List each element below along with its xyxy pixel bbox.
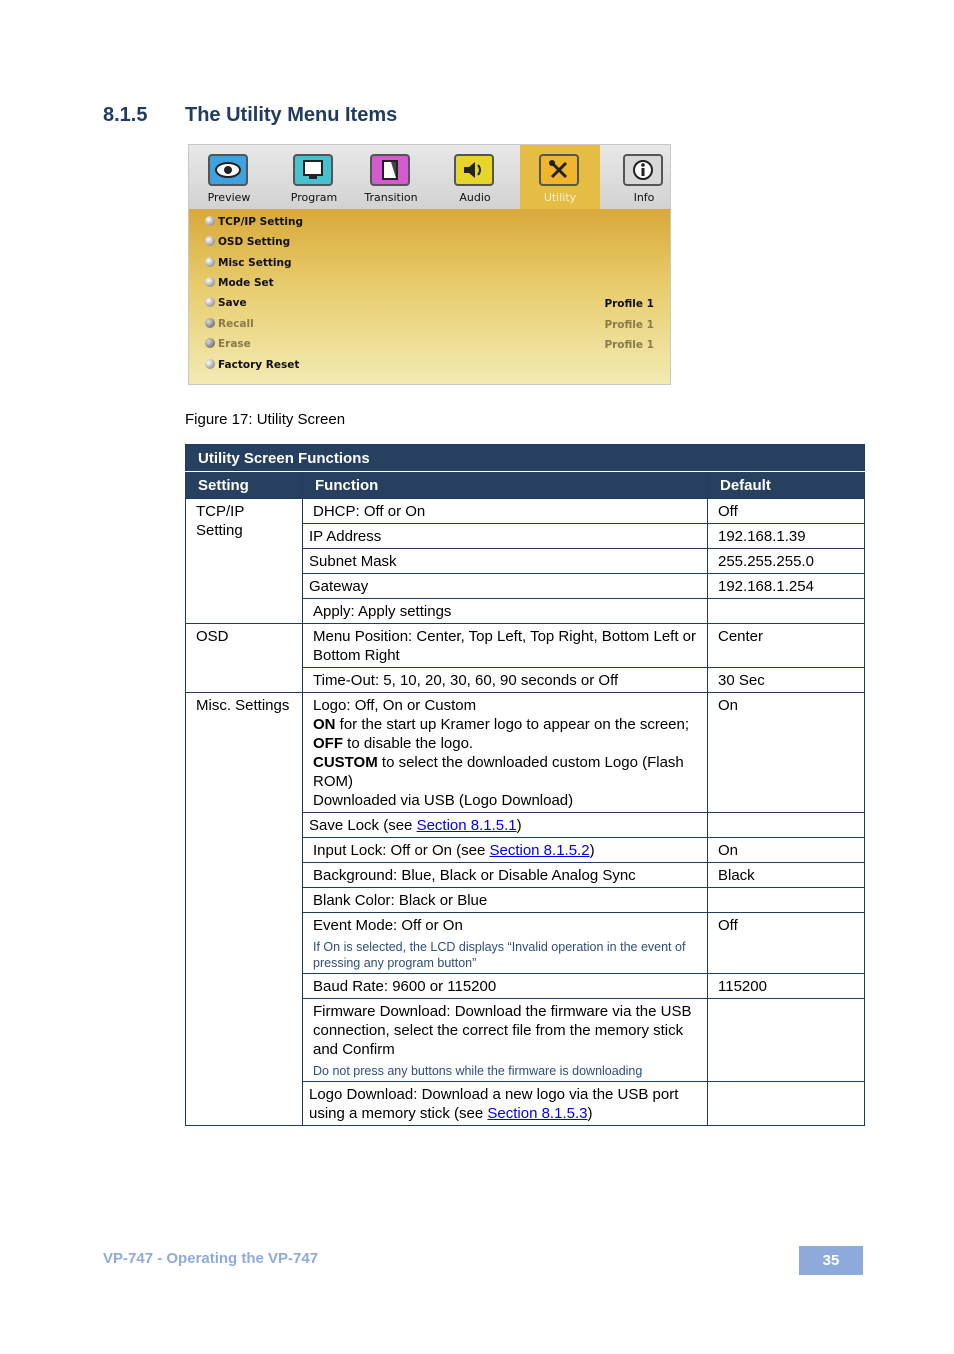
utility-functions-table [185, 444, 865, 1126]
table-row [186, 624, 865, 668]
menu-item-osd[interactable]: OSD Setting [205, 236, 290, 252]
bullet-icon [205, 216, 215, 226]
tools-icon [539, 154, 579, 186]
function-cell: Subnet Mask [303, 549, 708, 574]
menu-item-factory-reset[interactable]: Factory Reset [205, 359, 299, 375]
default-cell [708, 813, 865, 838]
menu-item-misc[interactable]: Misc Setting [205, 257, 292, 273]
transition-icon [370, 154, 410, 186]
section-heading [103, 104, 397, 127]
default-cell: 255.255.255.0 [708, 549, 865, 574]
utility-menu-pane [189, 209, 670, 385]
menu-tab-program[interactable] [274, 145, 354, 209]
function-cell: Menu Position: Center, Top Left, Top Right, Bottom Left or Bottom Right [303, 624, 708, 668]
menu-tab-utility[interactable] [520, 145, 600, 209]
menu-item-tcpip[interactable]: TCP/IP Setting [205, 216, 303, 232]
footer-title: VP-747 - Operating the VP-747 [103, 1250, 319, 1267]
header-setting: Setting [186, 472, 303, 499]
function-cell: Time-Out: 5, 10, 20, 30, 60, 90 seconds or Off [303, 668, 708, 693]
firmware-note: Do not press any buttons while the firmware is downloading [313, 1064, 643, 1078]
default-cell [708, 599, 865, 624]
menu-tab-info[interactable] [604, 145, 671, 209]
header-function: Function [303, 472, 708, 499]
setting-cell: OSD [186, 624, 303, 693]
header-default: Default [708, 472, 865, 499]
function-cell: Logo Download: Download a new logo via the USB port using a memory stick (see Section 8.1.5.3) [303, 1082, 708, 1126]
function-cell: Firmware Download: Download the firmware via the USB connection, select the correct file from the memory stick and Confirm Do not press any buttons while the firmware is downloading [303, 999, 708, 1082]
default-cell [708, 999, 865, 1082]
recall-profile-value[interactable]: Profile 1 [604, 319, 654, 331]
section-link[interactable]: Section 8.1.5.1 [416, 817, 517, 834]
menu-tab-label: Program [290, 191, 338, 204]
section-number: 8.1.5 [103, 104, 148, 126]
logo-line: Logo: Off, On or Custom [313, 697, 477, 714]
function-cell: Background: Blue, Black or Disable Analog Sync [303, 863, 708, 888]
menu-item-mode-set[interactable]: Mode Set [205, 277, 274, 293]
function-cell: DHCP: Off or On [303, 499, 708, 524]
default-cell: On [708, 838, 865, 863]
default-cell: Center [708, 624, 865, 668]
function-cell: IP Address [303, 524, 708, 549]
default-cell: Off [708, 499, 865, 524]
function-cell: Baud Rate: 9600 or 115200 [303, 974, 708, 999]
section-link[interactable]: Section 8.1.5.2 [489, 842, 590, 859]
bullet-icon [205, 257, 215, 267]
table-title: Utility Screen Functions [186, 445, 865, 472]
setting-cell: Misc. Settings [186, 693, 303, 1126]
function-cell: Apply: Apply settings [303, 599, 708, 624]
figure-caption: Figure 17: Utility Screen [185, 411, 346, 428]
bullet-icon [205, 318, 215, 328]
utility-screen-figure [188, 144, 671, 385]
bullet-icon [205, 236, 215, 246]
default-cell [708, 1082, 865, 1126]
info-icon [623, 154, 663, 186]
menu-tab-label: Utility [543, 191, 577, 204]
default-cell: Black [708, 863, 865, 888]
menu-tab-label: Info [633, 191, 655, 204]
default-cell: 115200 [708, 974, 865, 999]
menu-tab-label: Preview [207, 191, 251, 204]
default-cell [708, 888, 865, 913]
event-note: If On is selected, the LCD displays “Invalid operation in the event of pressing any program button” [313, 940, 686, 970]
function-cell: Event Mode: Off or On If On is selected, the LCD displays “Invalid operation in the event of pressing any program button” [303, 913, 708, 974]
bullet-icon [205, 338, 215, 348]
table-row [186, 499, 865, 524]
eye-icon [208, 154, 248, 186]
menu-tab-transition[interactable] [351, 145, 431, 209]
default-cell: Off [708, 913, 865, 974]
monitor-icon [293, 154, 333, 186]
function-cell: Blank Color: Black or Blue [303, 888, 708, 913]
bullet-icon [205, 277, 215, 287]
menu-tab-preview[interactable] [189, 145, 269, 209]
save-profile-value[interactable]: Profile 1 [604, 298, 654, 310]
table-row [186, 693, 865, 813]
section-title: The Utility Menu Items [185, 104, 398, 126]
erase-profile-value[interactable]: Profile 1 [604, 339, 654, 351]
function-cell: Logo: Off, On or Custom ON for the start up Kramer logo to appear on the screen; OFF to disable the logo. CUSTOM to select the downloaded custom Logo (Flash ROM) Downloaded via USB (Logo Download) [303, 693, 708, 813]
menu-tab-label: Audio [459, 191, 491, 204]
menu-tab-audio[interactable] [435, 145, 515, 209]
bullet-icon [205, 359, 215, 369]
default-cell: 192.168.1.254 [708, 574, 865, 599]
speaker-icon [454, 154, 494, 186]
menu-item-save[interactable]: Save [205, 297, 247, 313]
bullet-icon [205, 297, 215, 307]
default-cell: On [708, 693, 865, 813]
menu-tab-label: Transition [364, 191, 418, 204]
menu-item-erase[interactable]: Erase [205, 338, 251, 354]
setting-cell: TCP/IP Setting [186, 499, 303, 624]
section-link[interactable]: Section 8.1.5.3 [487, 1105, 588, 1122]
default-cell: 192.168.1.39 [708, 524, 865, 549]
osd-menu-bar [189, 145, 670, 210]
menu-item-recall[interactable]: Recall [205, 318, 254, 334]
function-cell: Input Lock: Off or On (see Section 8.1.5.2) [303, 838, 708, 863]
default-cell: 30 Sec [708, 668, 865, 693]
function-cell: Save Lock (see Section 8.1.5.1) [303, 813, 708, 838]
page-number: 35 [799, 1246, 863, 1275]
function-cell: Gateway [303, 574, 708, 599]
